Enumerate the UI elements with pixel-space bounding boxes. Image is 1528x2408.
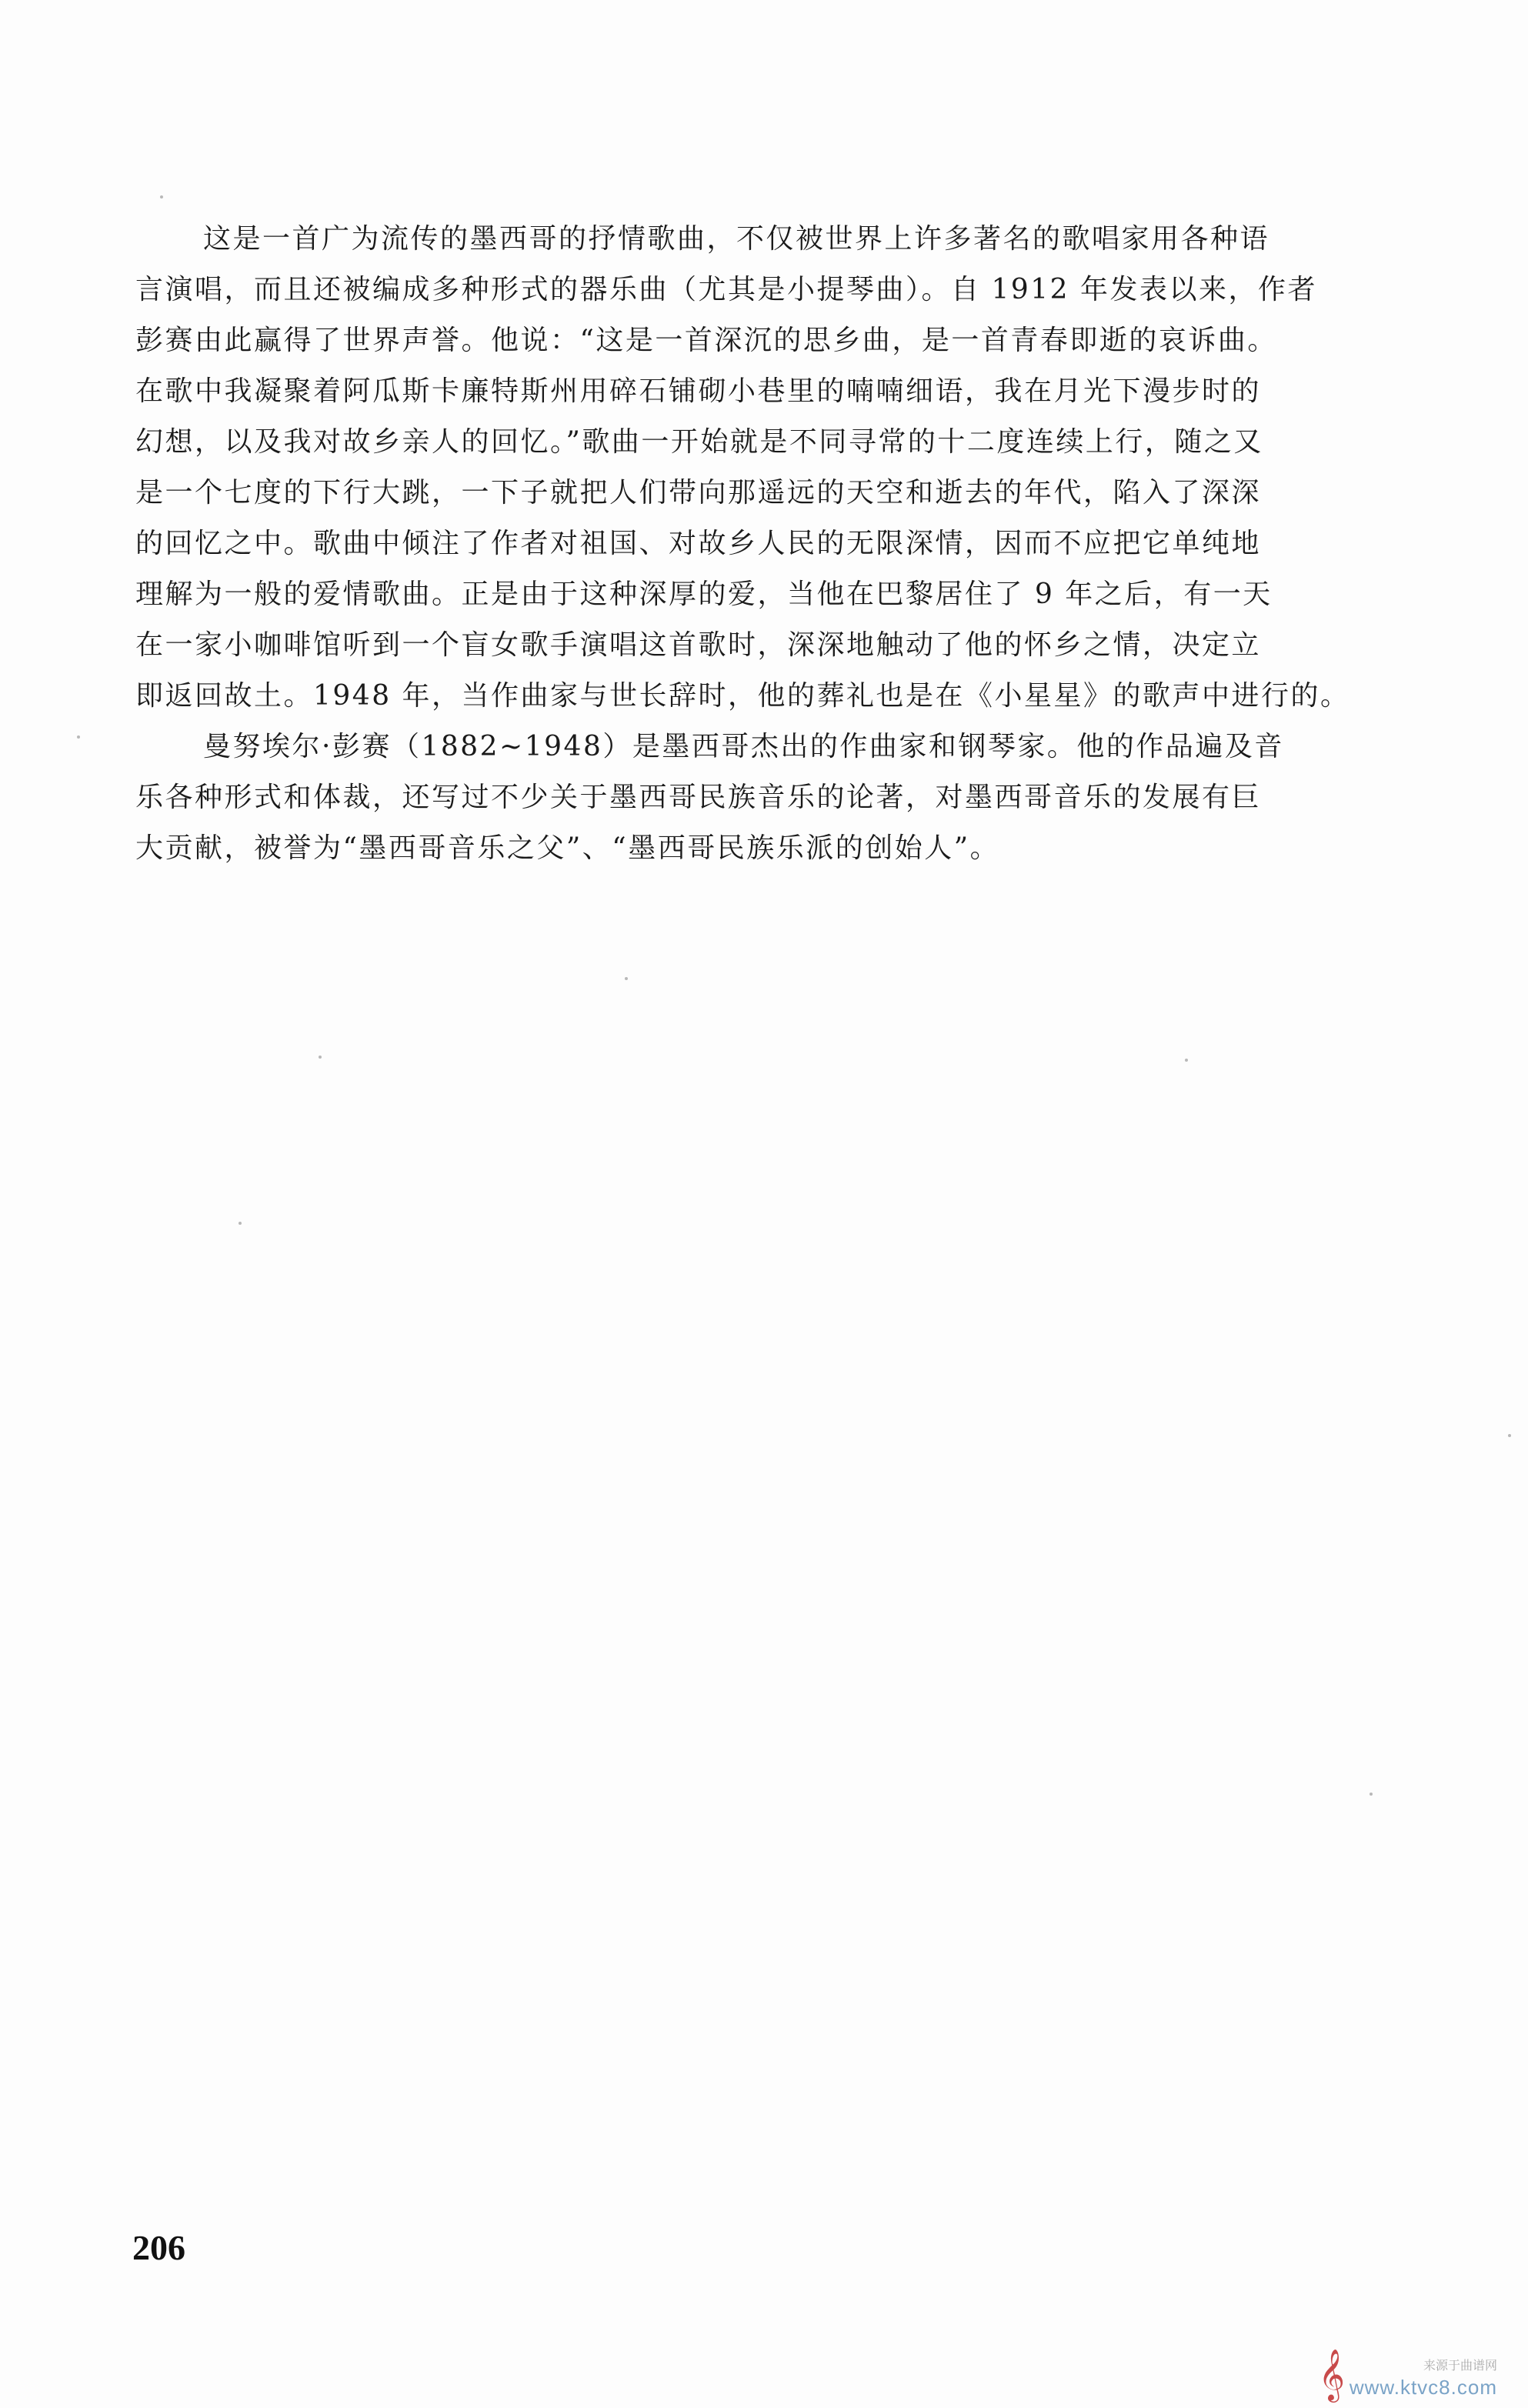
page-number: 206 [132, 2228, 185, 2267]
paragraph-2 [135, 722, 1359, 874]
paragraph-line: 幻想，以及我对故乡亲人的回忆。”歌曲一开始就是不同寻常的十二度连续上行，随之又 [135, 426, 1263, 458]
paragraph-1 [135, 214, 1359, 722]
scan-speck [160, 195, 163, 198]
paragraph-line: 理解为一般的爱情歌曲。正是由于这种深厚的爱，当他在巴黎居住了 9 年之后，有一天 [135, 579, 1273, 610]
paragraph-line: 大贡献，被誉为“墨西哥音乐之父”、“墨西哥民族乐派的创始人”。 [135, 832, 1000, 864]
paragraph-line: 彭赛由此赢得了世界声誉。他说：“这是一首深沉的思乡曲，是一首青春即逝的哀诉曲。 [135, 325, 1277, 356]
paragraph-line: 的回忆之中。歌曲中倾注了作者对祖国、对故乡人民的无限深情，因而不应把它单纯地 [135, 528, 1262, 559]
scan-speck [1508, 1434, 1511, 1437]
paragraph-line: 在歌中我凝聚着阿瓜斯卡廉特斯州用碎石铺砌小巷里的喃喃细语，我在月光下漫步时的 [135, 375, 1262, 407]
scan-speck [239, 1222, 242, 1225]
treble-clef-icon: 𝄞 [1318, 2350, 1345, 2400]
paragraph-line: 这是一首广为流传的墨西哥的抒情歌曲，不仅被世界上许多著名的歌唱家用各种语 [203, 223, 1270, 255]
watermark-domain: www.ktvc8.com [1349, 2376, 1497, 2399]
site-watermark [1318, 2350, 1497, 2400]
watermark-site-name: 来源于曲谱网 [1423, 2360, 1497, 2373]
watermark-text [1350, 2360, 1497, 2397]
paragraph-line: 在一家小咖啡馆听到一个盲女歌手演唱这首歌时，深深地触动了他的怀乡之情，决定立 [135, 629, 1262, 661]
scan-speck [1370, 1793, 1373, 1796]
paragraph-line: 言演唱，而且还被编成多种形式的器乐曲（尤其是小提琴曲）。自 1912 年发表以来，作者 [135, 274, 1318, 305]
paragraph-line: 乐各种形式和体裁，还写过不少关于墨西哥民族音乐的论著，对墨西哥音乐的发展有巨 [135, 782, 1262, 813]
paragraph-line: 曼努埃尔·彭赛（1882~1948）是墨西哥杰出的作曲家和钢琴家。他的作品遍及音 [203, 731, 1284, 762]
paragraph-line: 是一个七度的下行大跳，一下子就把人们带向那遥远的天空和逝去的年代，陷入了深深 [135, 477, 1262, 509]
scan-speck [625, 977, 628, 980]
scan-speck [319, 1056, 322, 1059]
body-text [135, 214, 1359, 874]
paragraph-line: 即返回故土。1948 年，当作曲家与世长辞时，他的葬礼也是在《小星星》的歌声中进行的。 [135, 680, 1350, 712]
scan-speck [77, 735, 80, 739]
scan-speck [1185, 1059, 1188, 1062]
